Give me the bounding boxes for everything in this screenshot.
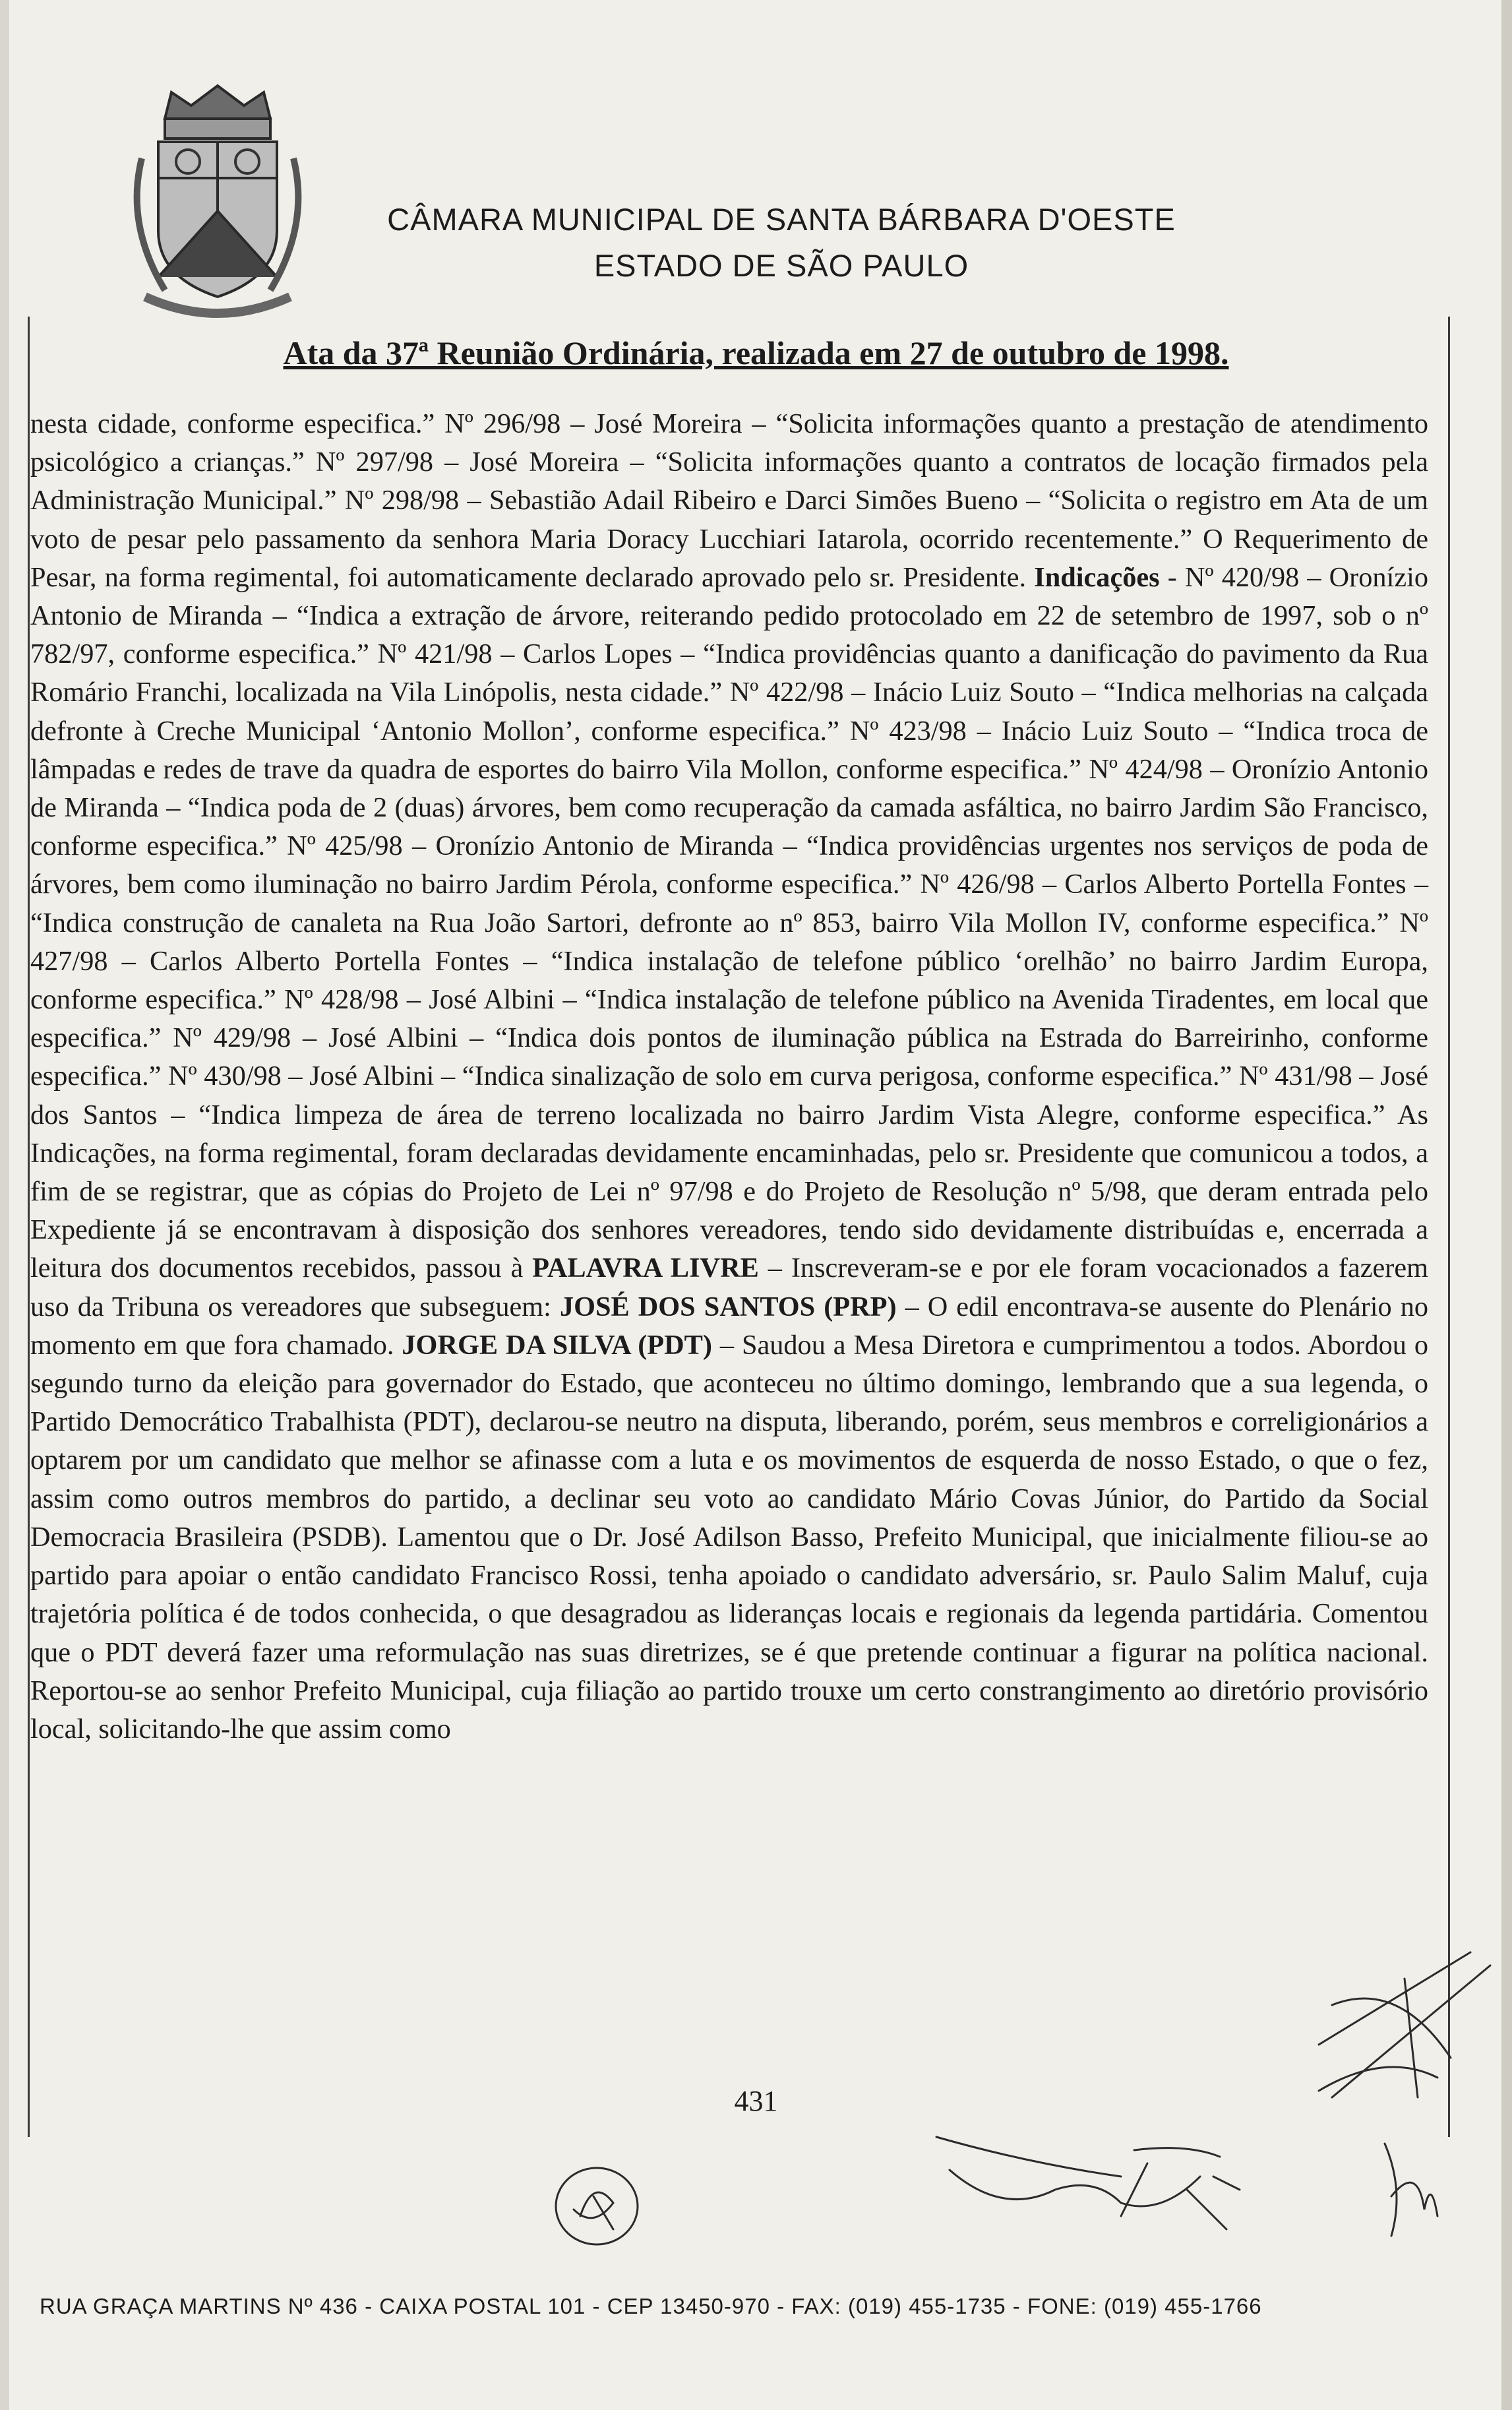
page-number: 431	[734, 2085, 778, 2117]
body-part-1: nesta cidade, conforme especifica.” Nº 296/98 – José Moreira – “Solicita informações quanto a prestação de atendimento psicológico a crianças.” Nº 297/98 – José Moreira – “Solicita informações quanto a contratos de locação firmados pela Administração Municipal.” Nº 298/98 – Sebastião Adail Ribeiro e Darci Simões Bueno – “Solicita o registro em Ata de um voto de pesar pelo passamento da senhora Maria Doracy Lucchiari Iatarola, ocorrido recentemente.” O Requerimento de Pesar, na forma regimental, foi automaticamente declarado aprovado pelo sr. Presidente.	[30, 408, 1428, 593]
indicacoes-heading: Indicações	[1034, 561, 1160, 593]
footer-address: RUA GRAÇA MARTINS Nº 436 - CAIXA POSTAL 101 - CEP 13450-970 - FAX: (019) 455-1735 - FONE: (019) 455-1766	[40, 2294, 1262, 2318]
body-part-5: – Saudou a Mesa Diretora e cumprimentou a todos. Abordou o segundo turno da eleição para governador do Estado, que aconteceu no último domingo, lembrando que a sua legenda, o Partido Democrático Trabalhista (PDT), declarou-se neutro na disputa, liberando, porém, seus membros e correligionários a optarem por um candidato que melhor se afinasse com a luta e os movimentos de esquerda de nosso Estado, o que o fez, assim como outros membros do partido, a declinar seu voto ao candidato Mário Covas Júnior, do Partido da Social Democracia Brasileira (PSDB). Lamentou que o Dr. José Adilson Basso, Prefeito Municipal, que inicialmente filiou-se ao partido para apoiar o então candidato Francisco Rossi, tenha apoiado o candidato adversário, sr. Paulo Salim Maluf, cuja trajetória política é de todos conhecida, o que desagradou as lideranças locais e regionais da legenda partidária. Comentou que o PDT deverá fazer uma reformulação nas suas diretrizes, se é que pretende continuar a figurar na política nacional. Reportou-se ao senhor Prefeito Municipal, cuja filiação ao partido trouxe um certo constrangimento ao diretório provisório local, solicitando-lhe que assim como	[30, 1329, 1428, 1745]
body-part-4: – O edil encontrava-se ausente do Plenário no momento em que fora chamado.	[30, 1291, 1428, 1361]
state-name: ESTADO DE SÃO PAULO	[593, 248, 969, 283]
document-title: Ata da 37ª Reunião Ordinária, realizada em 27 de outubro de 1998.	[283, 334, 1229, 371]
municipal-crest-icon	[119, 79, 317, 330]
institution-name: CÂMARA MUNICIPAL DE SANTA BÁRBARA D'OESTE	[387, 202, 1176, 237]
left-margin-line	[28, 317, 30, 2137]
header	[369, 197, 1194, 289]
speaker-jose-dos-santos: JOSÉ DOS SANTOS (PRP)	[559, 1291, 897, 1322]
body-part-2: - Nº 420/98 – Oronízio Antonio de Miranda – “Indica a extração de árvore, reiterando pedido protocolado em 22 de setembro de 1997, sob o nº 782/97, conforme especifica.” Nº 421/98 – Carlos Lopes – “Indica providências quanto a danificação do pavimento da Rua Romário Franchi, localizada na Vila Linópolis, nesta cidade.” Nº 422/98 – Inácio Luiz Souto – “Indica melhorias na calçada defronte à Creche Municipal ‘Antonio Mollon’, conforme especifica.” Nº 423/98 – Inácio Luiz Souto – “Indica troca de lâmpadas e redes de trave da quadra de esportes do bairro Vila Mollon, conforme especifica.” Nº 424/98 – Oronízio Antonio de Miranda – “Indica poda de 2 (duas) árvores, bem como recuperação da camada asfáltica, no bairro Jardim São Francisco, conforme especifica.” Nº 425/98 – Oronízio Antonio de Miranda – “Indica providências urgentes nos serviços de poda de árvores, bem como iluminação no bairro Jardim Pérola, conforme especifica.” Nº 426/98 – Carlos Alberto Portella Fontes – “Indica construção de canaleta na Rua João Sartori, defronte ao nº 853, bairro Vila Mollon IV, conforme especifica.” Nº 427/98 – Carlos Alberto Portella Fontes – “Indica instalação de telefone público ‘orelhão’ no bairro Jardim Europa, conforme especifica.” Nº 428/98 – José Albini – “Indica instalação de telefone público na Avenida Tiradentes, em local que especifica.” Nº 429/98 – José Albini – “Indica dois pontos de iluminação pública na Estrada do Barreirinho, conforme especifica.” Nº 430/98 – José Albini – “Indica sinalização de solo em curva perigosa, conforme especifica.” Nº 431/98 – José dos Santos – “Indica limpeza de área de terreno localizada no bairro Jardim Vista Alegre, conforme especifica.” As Indicações, na forma regimental, foram declaradas devidamente encaminhadas, pelo sr. Presidente que comunicou a todos, a fim de se registrar, que as cópias do Projeto de Lei nº 97/98 e do Projeto de Resolução nº 5/98, que deram entrada pelo Expediente já se encontravam à disposição dos senhores vereadores, tendo sido devidamente distribuídas e, encerrada a leitura dos documentos recebidos, passou à	[30, 561, 1428, 1284]
right-margin-line	[1448, 317, 1450, 2137]
minutes-paragraph	[30, 405, 1428, 1748]
palavra-livre-heading: PALAVRA LIVRE	[532, 1252, 759, 1284]
speaker-jorge-da-silva: JORGE DA SILVA (PDT)	[402, 1329, 712, 1361]
minutes-body	[30, 405, 1428, 1748]
body-part-3: – Inscreveram-se e por ele foram vocacionados a fazerem uso da Tribuna os vereadores que subseguem:	[30, 1252, 1429, 1322]
